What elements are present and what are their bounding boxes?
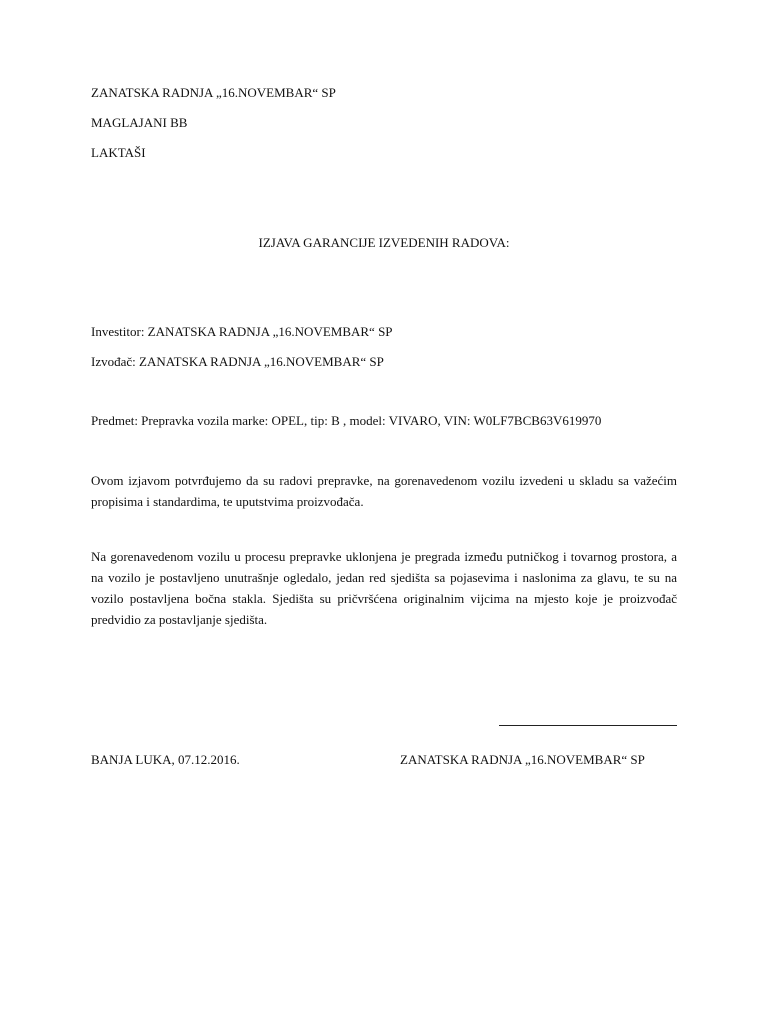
header-city: LAKTAŠI bbox=[91, 145, 146, 160]
document-title: IZJAVA GARANCIJE IZVEDENIH RADOVA: bbox=[258, 235, 510, 250]
place-date: BANJA LUKA, 07.12.2016. bbox=[91, 752, 240, 767]
paragraph-modification: Na gorenavedenom vozilu u procesu prepravke uklonjena je pregrada između putničkog i tovarnog prostora, a na vozilo je postavljeno unutrašnje ogledalo, jedan red sjedišta sa pojasevima i naslonima za glavu, te su na vozilo postavljena bočna stakla. Sjedišta su pričvršćena originalnim vijcima na mjesto koje je proizvođač predvidio za postavljanje sjedišta. bbox=[91, 549, 677, 627]
header-company: ZANATSKA RADNJA „16.NOVEMBAR“ SP bbox=[91, 85, 336, 100]
paragraph-confirmation: Ovom izjavom potvrđujemo da su radovi prepravke, na gorenavedenom vozilu izvedeni u skladu sa važećim propisima i standardima, te uputstvima proizvođača. bbox=[91, 473, 677, 509]
signatory-name: ZANATSKA RADNJA „16.NOVEMBAR“ SP bbox=[400, 752, 645, 767]
subject-line: Predmet: Prepravka vozila marke: OPEL, tip: B , model: VIVARO, VIN: W0LF7BCB63V619970 bbox=[91, 413, 602, 428]
header-address: MAGLAJANI BB bbox=[91, 115, 188, 130]
investor-line: Investitor: ZANATSKA RADNJA „16.NOVEMBAR“ SP bbox=[91, 324, 393, 339]
signature-line bbox=[499, 725, 677, 726]
contractor-line: Izvođač: ZANATSKA RADNJA „16.NOVEMBAR“ SP bbox=[91, 354, 384, 369]
